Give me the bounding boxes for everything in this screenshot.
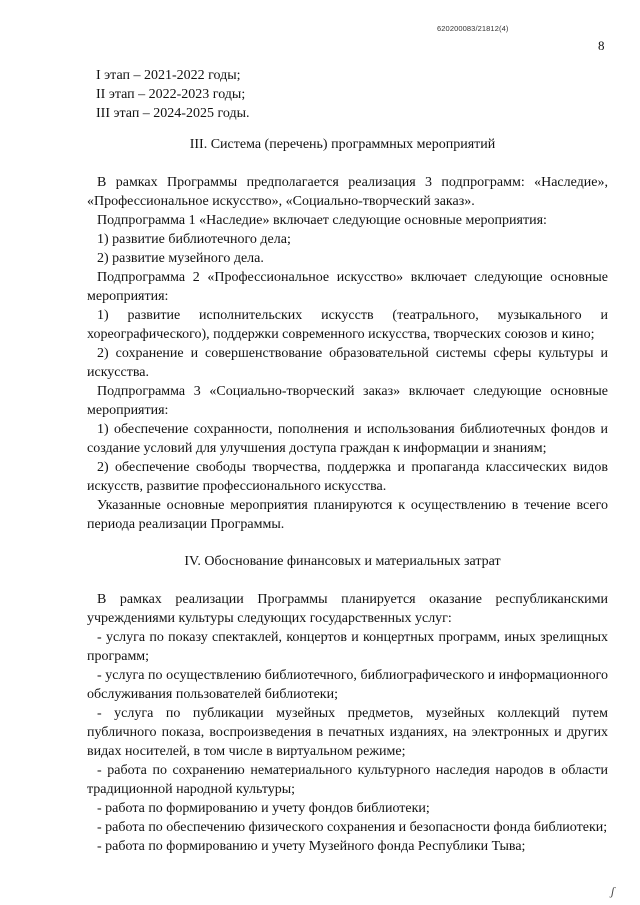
section-3-heading: III. Система (перечень) программных мероприятий — [189, 137, 496, 152]
stage-2: II этап – 2022-2023 годы; — [96, 87, 246, 102]
list-item: 2) развитие музейного дела. — [97, 251, 264, 266]
paragraph: Подпрограмма 3 «Социально-творческий заказ» включает следующие основные мероприятия: — [87, 384, 608, 418]
list-item: 1) развитие библиотечного дела; — [97, 232, 291, 247]
paragraph: В рамках Программы предполагается реализация 3 подпрограмм: «Наследие», «Профессиональное искусство», «Социально-творческий заказ». — [87, 175, 608, 209]
list-item: 1) развитие исполнительских искусств (театрального, музыкального и хореографического), поддержки современного искусства, творческих союзов и кино; — [87, 308, 608, 342]
program-stages-list — [87, 66, 608, 123]
list-item: - работа по формированию и учету Музейного фонда Республики Тыва; — [97, 839, 526, 854]
list-item: - работа по формированию и учету фондов библиотеки; — [97, 801, 430, 816]
list-item: - услуга по показу спектаклей, концертов и концертных программ, иных зрелищных программ; — [87, 630, 608, 664]
section-4-heading: IV. Обоснование финансовых и материальных затрат — [184, 554, 501, 569]
page-number: 8 — [598, 38, 605, 53]
list-item: 2) обеспечение свободы творчества, поддержка и пропаганда классических видов искусств, развитие профессионального искусства. — [87, 460, 608, 494]
paragraph: Подпрограмма 1 «Наследие» включает следующие основные мероприятия: — [97, 213, 547, 228]
paragraph: Указанные основные мероприятия планируются к осуществлению в течение всего периода реализации Программы. — [87, 498, 608, 532]
list-item: 2) сохранение и совершенствование образовательной системы сферы культуры и искусства. — [87, 346, 608, 380]
paragraph: В рамках реализации Программы планируется оказание республиканскими учреждениями культуры следующих государственных услуг: — [87, 592, 608, 626]
list-item: - работа по обеспечению физического сохранения и безопасности фонда библиотеки; — [97, 820, 608, 835]
stage-3: III этап – 2024-2025 годы. — [96, 106, 250, 121]
list-item: - работа по сохранению нематериального культурного наследия народов в области традиционной народной культуры; — [87, 763, 608, 797]
stage-1: I этап – 2021-2022 годы; — [96, 68, 241, 83]
paragraph: Подпрограмма 2 «Профессиональное искусство» включает следующие основные мероприятия: — [87, 270, 608, 304]
list-item: - услуга по публикации музейных предметов, музейных коллекций путем публичного показа, воспроизведения в печатных изданиях, на электронных и других видах носителей, в том числе в виртуальном режиме; — [87, 706, 608, 759]
document-registration-code: 620200083/21812(4) — [437, 24, 509, 33]
section-3-body — [87, 173, 608, 534]
list-item: 1) обеспечение сохранности, пополнения и использования библиотечных фондов и создание условий для улучшения доступа граждан к информации и знаниям; — [87, 422, 608, 456]
initials-mark: ʃ — [611, 884, 615, 898]
list-item: - услуга по осуществлению библиотечного, библиографического и информационного обслуживания пользователей библиотеки; — [87, 668, 608, 702]
section-4-body — [87, 590, 608, 856]
document-body — [87, 66, 608, 856]
